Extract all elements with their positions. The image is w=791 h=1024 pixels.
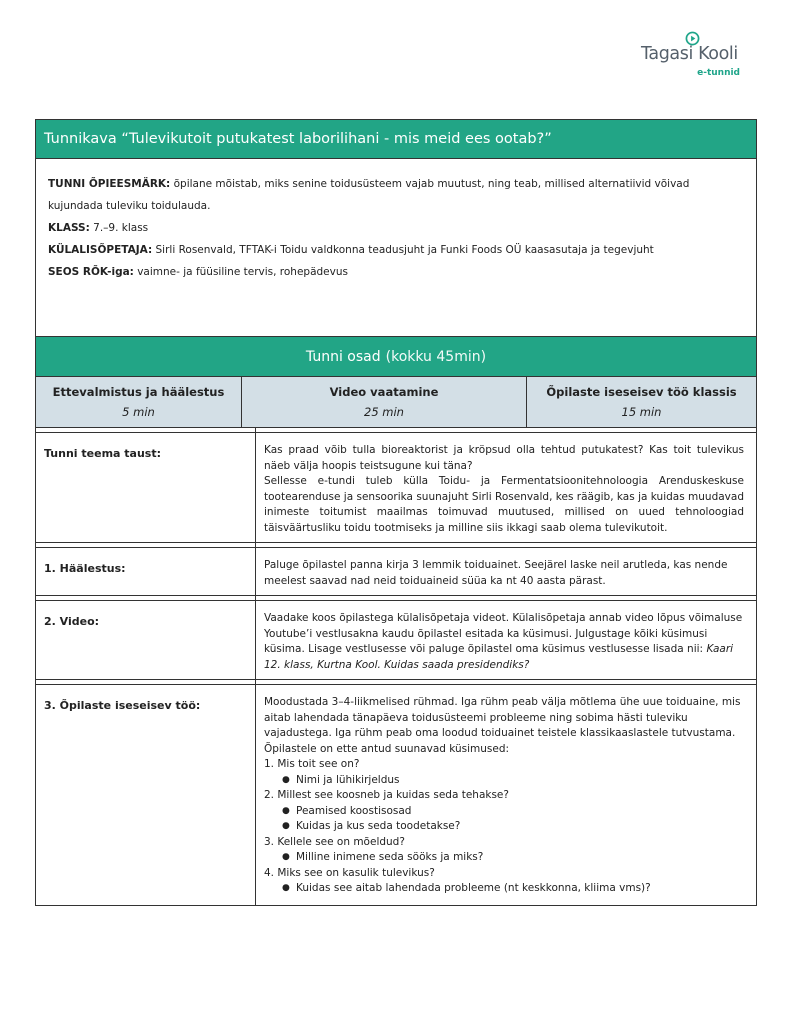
- row-body: Paluge õpilastel panna kirja 3 lemmik toiduainet. Seejärel laske neil arutleda, kas nende meelest saavad nad neid toiduaineid süüa ka nt 40 aasta pärast.: [256, 548, 757, 596]
- phase-prep: [36, 377, 242, 428]
- row-body: [256, 685, 757, 905]
- row-label: 1. Häälestus:: [36, 548, 256, 596]
- logo-subtitle: e-tunnid: [697, 68, 740, 78]
- parts-total: (kokku 45min): [385, 348, 487, 365]
- list-item: ● Nimi ja lühikirjeldus: [264, 773, 744, 789]
- question-1: 1. Mis toit see on?: [264, 758, 360, 770]
- phase-independent: [527, 377, 757, 428]
- class-text: 7.–9. klass: [93, 222, 149, 234]
- activities-table: [36, 428, 756, 905]
- row-label: 2. Video:: [36, 601, 256, 680]
- phase-title: Õpilaste iseseisev töö klassis: [546, 385, 737, 399]
- row-video: [36, 601, 756, 680]
- phase-time: 15 min: [621, 405, 662, 419]
- goal-label: TUNNI ÕPIEESMÄRK:: [48, 178, 171, 190]
- list-item: ● Kuidas see aitab lahendada probleeme (nt keskkonna, kliima vms)?: [264, 881, 744, 897]
- parts-title: Tunni osad: [305, 348, 381, 365]
- list-item: ● Kuidas ja kus seda toodetakse?: [264, 819, 744, 835]
- logo-name: Tagasi Kooli: [641, 44, 738, 64]
- work-lead: Õpilastele on ette antud suunavad küsimused:: [264, 742, 510, 755]
- background-paragraph-2: Sellesse e-tundi tuleb külla Toidu- ja Fermentatsioonitehnoloogia Arenduskeskuse tootearenduse ja sensoorika suunajuht Sirli Rosenvald, kes räägib, kas ja kuidas muudavad inimeste toitumist maailmas toimuvad muutused, millised on uued tehnoloogiad täisväärtusliku toidu tootmiseks ja milline siis ikkagi saab olema tulevikutoit.: [264, 475, 744, 534]
- phase-title: Ettevalmistus ja häälestus: [52, 385, 225, 399]
- video-example: Kaari 12. klass, Kurtna Kool. Kuidas saada presidendiks?: [264, 643, 734, 671]
- list-item: ● Milline inimene seda sööks ja miks?: [264, 850, 744, 866]
- class: [48, 217, 746, 239]
- lesson-meta: [36, 159, 756, 336]
- question-4: 4. Miks see on kasulik tulevikus?: [264, 866, 435, 879]
- phase-video: [242, 377, 527, 428]
- phases-table: [36, 377, 756, 428]
- question-3: 3. Kellele see on mõeldud?: [264, 835, 405, 848]
- question-2: 2. Millest see koosneb ja kuidas seda tehakse?: [264, 789, 509, 801]
- phase-title: Video vaatamine: [329, 385, 439, 399]
- background-paragraph-1: Kas praad võib tulla bioreaktorist ja kröpsud olla tehtud putukatest? Kas toit tulevikus näeb välja hoopis teistsugune kui täna?: [264, 444, 744, 472]
- curriculum-link: [48, 261, 746, 283]
- lesson-title: Tunnikava “Tulevikutoit putukatest laborilihani - mis meid ees ootab?”: [36, 120, 756, 159]
- goal-text: õpilane mõistab, miks senine toidusüsteem vajab muutust, ning teab, millised alternatiivid võivad kujundada tuleviku toidulauda.: [48, 178, 690, 212]
- link-text: vaimne- ja füüsiline tervis, rohepädevus: [137, 266, 348, 278]
- goal: [48, 173, 746, 217]
- lesson-parts-header: [36, 336, 756, 377]
- row-label: Tunni teema taust:: [36, 433, 256, 543]
- class-label: KLASS:: [48, 222, 90, 234]
- row-background: [36, 433, 756, 543]
- row-body: [256, 433, 757, 543]
- video-text: Vaadake koos õpilastega külalisõpetaja videot. Külalisõpetaja annab video lõpus võimaluse Youtube’i vestlusakna kaudu õpilastel esitada ka küsimusi. Julgustage kõiki küsimusi küsima. Lisage vestlusesse või paluge õpilastel oma küsimus vestlusesse lisada nii:: [264, 612, 743, 655]
- list-item: ● Peamised koostisosad: [264, 804, 744, 820]
- row-label: 3. Õpilaste iseseisev töö:: [36, 685, 256, 905]
- row-independent-work: [36, 685, 756, 905]
- guest-text: Sirli Rosenvald, TFTAK-i Toidu valdkonna teadusjuht ja Funki Foods OÜ kaasasutaja ja tegevjuht: [155, 244, 654, 256]
- row-body: [256, 601, 757, 680]
- link-label: SEOS RÕK-iga:: [48, 266, 134, 278]
- logo: [641, 30, 746, 94]
- guest-label: KÜLALISÕPETAJA:: [48, 244, 153, 256]
- lesson-plan: [35, 119, 757, 906]
- work-intro: Moodustada 3–4-liikmelised rühmad. Iga rühm peab välja mõtlema ühe uue toiduaine, mis aitab lahendada tänapäeva toidusüsteemi probleeme ning sobima hästi tuleviku vajadustega. Iga rühm peab oma loodud toiduainet teistele klassikaaslastele tutvustama.: [264, 696, 741, 739]
- row-warmup: [36, 548, 756, 596]
- phase-time: 25 min: [364, 405, 404, 419]
- phase-time: 5 min: [122, 405, 155, 419]
- guest-teacher: [48, 239, 746, 261]
